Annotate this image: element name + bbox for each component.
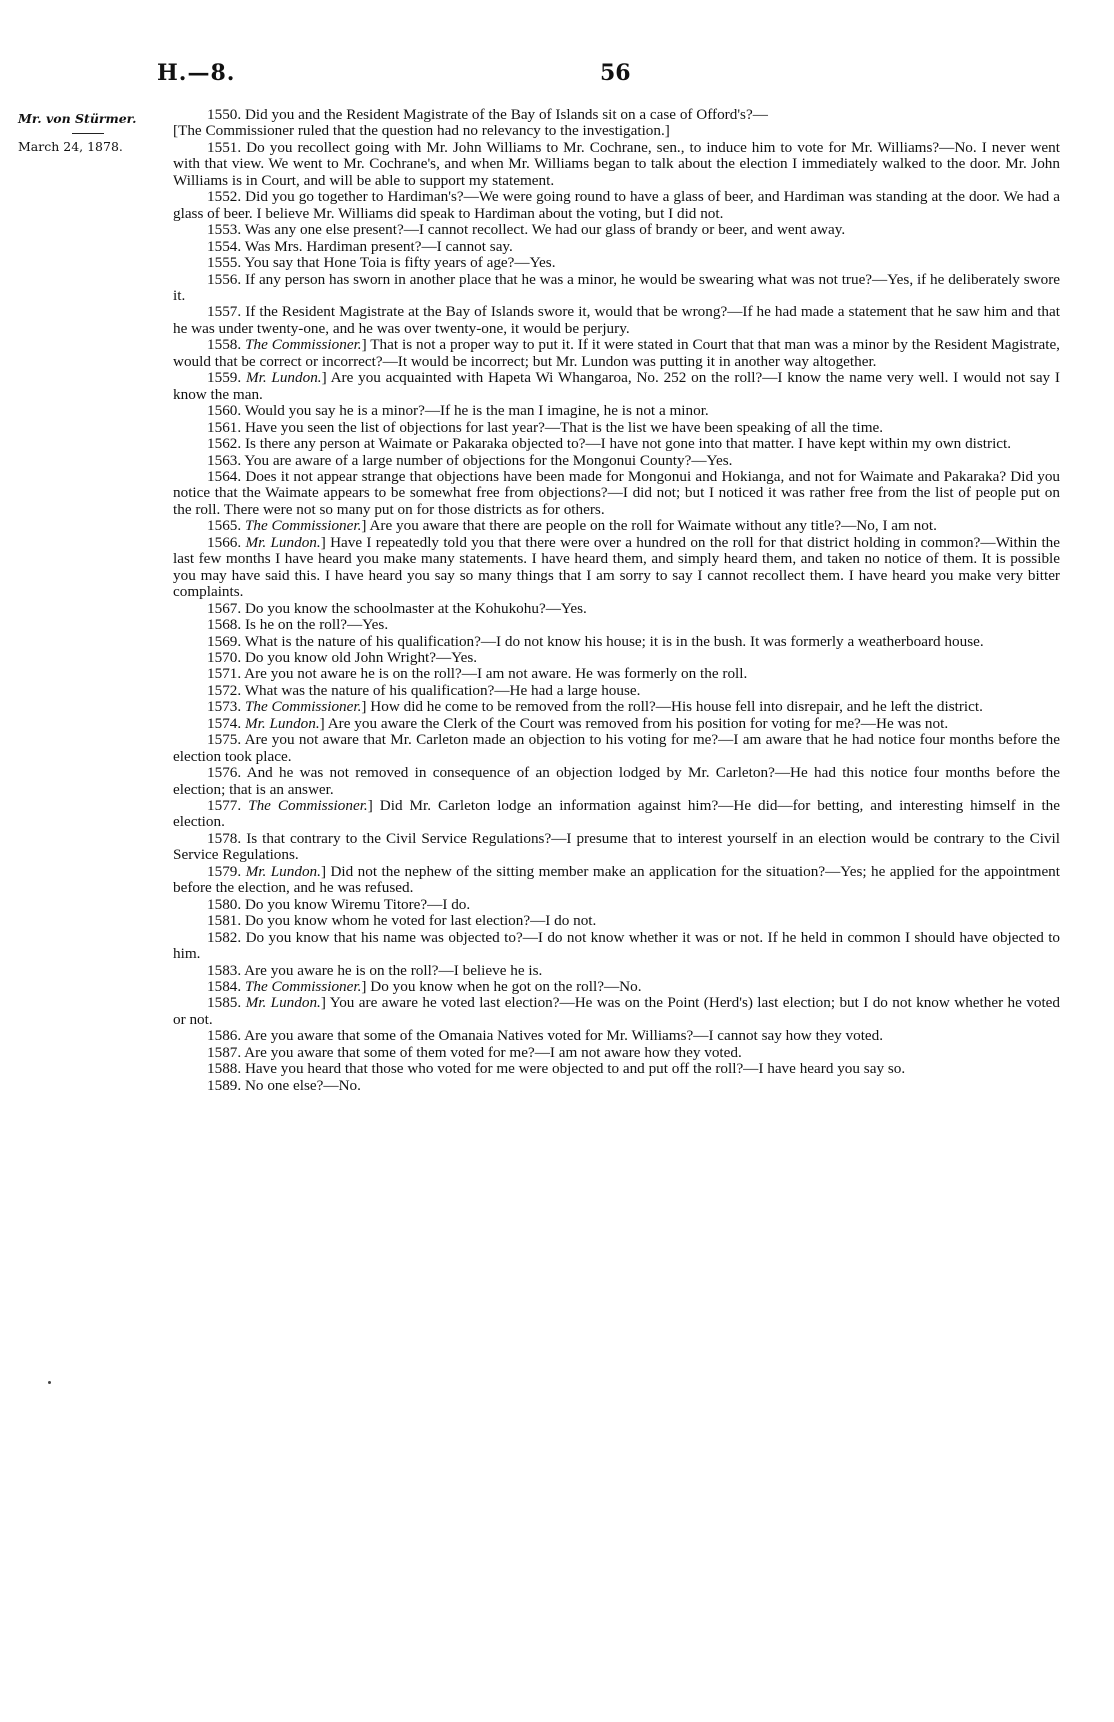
speaker-name: Mr. Lundon. xyxy=(245,533,321,551)
question-paragraph xyxy=(173,963,1060,979)
speaker-name: The Commissioner. xyxy=(245,336,362,354)
question-paragraph xyxy=(173,897,1060,913)
question-number: 1573. xyxy=(207,698,242,716)
question-paragraph xyxy=(173,634,1060,650)
question-paragraph xyxy=(173,831,1060,864)
paragraph-text: Was Mrs. Hardiman present?—I cannot say. xyxy=(244,237,513,255)
question-paragraph xyxy=(173,436,1060,452)
ruling-note xyxy=(173,123,1060,139)
paragraph-text: Have you seen the list of objections for last year?—That is the list we have been speaking of all the time. xyxy=(244,418,884,436)
question-paragraph xyxy=(173,732,1060,765)
paragraph-text: Are you not aware he is on the roll?—I am not aware. He was formerly on the roll. xyxy=(244,665,748,683)
question-paragraph: 1585. Mr. Lundon.] You are aware he voted last election?—He was on the Point (Herd's) last election; but I do not know whether he voted or not. xyxy=(173,994,1061,1028)
question-number: 1555. xyxy=(207,254,242,272)
speaker-name: Mr. Lundon. xyxy=(245,369,322,387)
question-paragraph: 1559. Mr. Lundon.] Are you acquainted with Hapeta Wi Whangaroa, No. 252 on the roll?—I know the name very well. I would not say I know the man. xyxy=(173,369,1060,403)
question-paragraph xyxy=(173,304,1060,337)
question-paragraph xyxy=(173,469,1060,518)
paragraph-text: Do you know when he got on the roll?—No. xyxy=(370,978,642,996)
question-paragraph: 1558. The Commissioner.] That is not a proper way to put it. If it were stated in Court that that man was a minor by the Resident Magistrate, would that be correct or incorrect?—It would be incorrect; but Mr. Lundon was putting it in another way altogether. xyxy=(173,336,1060,370)
question-number: 1575. xyxy=(207,731,242,749)
speaker-name: The Commissioner. xyxy=(248,797,368,815)
paragraph-text: Did not the nephew of the sitting member make an application for the situation?—Yes; he applied for the appointment before the election, and he was refused. xyxy=(173,862,1060,897)
question-paragraph xyxy=(173,420,1060,436)
paragraph-text: And he was not removed in consequence of an objection lodged by Mr. Carleton?—He had this notice four months before the election; that is an answer. xyxy=(173,764,1060,798)
question-paragraph xyxy=(173,666,1060,682)
question-number: 1568. xyxy=(207,616,242,634)
paragraph-text: No one else?—No. xyxy=(244,1076,361,1094)
question-number: 1589. xyxy=(207,1076,242,1094)
question-number: 1558. xyxy=(207,336,242,354)
paragraph-text: If any person has sworn in another place that he was a minor, he would be swearing what was not true?—Yes, if he deliberately swore it. xyxy=(173,270,1060,304)
question-number: 1582. xyxy=(207,928,242,946)
paragraph-text: That is not a proper way to put it. If it were stated in Court that that man was a minor by the Resident Magistrate, would that be correct or incorrect?—It would be incorrect; but Mr. Lundon was putting it in another way altogether. xyxy=(173,336,1060,370)
question-paragraph xyxy=(173,222,1060,238)
question-number: 1561. xyxy=(207,418,242,436)
page-series-code: H.—8. xyxy=(157,60,236,86)
paragraph-text: Did you go together to Hardiman's?—We were going round to have a glass of beer, and Hardiman was standing at the door. We had a glass of beer. I believe Mr. Williams did speak to Hardiman about the voting, but I did not. xyxy=(173,188,1060,222)
question-number: 1587. xyxy=(207,1043,242,1061)
witness-name: Mr. von Stürmer. xyxy=(18,111,137,126)
question-paragraph: 1565. The Commissioner.] Are you aware that there are people on the roll for Waimate without any title?—No, I am not. xyxy=(207,517,937,535)
speaker-name: The Commissioner. xyxy=(244,517,362,535)
question-number: 1556. xyxy=(207,270,242,288)
question-number: 1577. xyxy=(207,797,242,815)
question-number: 1562. xyxy=(207,435,242,453)
question-number: 1554. xyxy=(207,237,242,255)
paragraph-text: Do you recollect going with Mr. John Williams to Mr. Cochrane, sen., to induce him to vote for Mr. Williams?—No. I never went with that view. We went to Mr. Cochrane's, and when Mr. Williams began to talk about the election I immediately walked to the door. Mr. John Williams is in Court, and will be able to support my statement. xyxy=(173,138,1060,189)
speaker-name: The Commissioner. xyxy=(244,978,362,996)
paragraph-text: Was any one else present?—I cannot recollect. We had our glass of brandy or beer, and went away. xyxy=(244,221,846,239)
paragraph-text: You are aware of a large number of objections for the Mongonui County?—Yes. xyxy=(244,451,733,469)
question-number: 1570. xyxy=(207,648,242,666)
question-paragraph: 1577. The Commissioner.] Did Mr. Carleton lodge an information against him?—He did—for betting, and interesting himself in the election. xyxy=(173,797,1060,831)
paragraph-text: Have I repeatedly told you that there were over a hundred on the roll for that district holding in common?—Within the last few months I have heard you make many statements. I have heard them, and simply heard them, and taken no notice of them. It is possible you may have said this. I have heard you say so many things that I am sorry to say I cannot recollect them. I have heard you make very bitter complaints. xyxy=(173,533,1061,601)
paragraph-text: What was the nature of his qualification?—He had a large house. xyxy=(244,681,641,699)
question-number: 1559. xyxy=(207,369,242,387)
paragraph-text: Have you heard that those who voted for me were objected to and put off the roll?—I have heard you say so. xyxy=(244,1060,906,1078)
paragraph-text: Does it not appear strange that objections have been made for Mongonui and Hokianga, and not for Waimate and Pakaraka? Did you notice that the Waimate appears to be somewhat free from objections?—I did not; but I noticed it was rather free from the list of people put on the roll. There were not so many put on for those districts as for others. xyxy=(173,467,1061,518)
speaker-name: Mr. Lundon. xyxy=(245,862,321,880)
paragraph-text: Do you know whom he voted for last election?—I do not. xyxy=(244,912,597,930)
question-paragraph: 1584. The Commissioner.] Do you know when he got on the roll?—No. xyxy=(207,978,642,996)
paragraph-text: Do you know that his name was objected to?—I do not know whether it was or not. If he held in common I should have objected to him. xyxy=(173,928,1061,963)
margin-rule xyxy=(72,133,104,134)
paragraph-text: [The Commissioner ruled that the question had no relevancy to the investigation.] xyxy=(173,122,670,140)
question-number: 1553. xyxy=(207,221,242,239)
question-paragraph xyxy=(173,650,1060,666)
question-number: 1588. xyxy=(207,1060,242,1078)
question-paragraph xyxy=(173,255,1060,271)
paragraph-text: Did you and the Resident Magistrate of the Bay of Islands sit on a case of Offord's?— xyxy=(244,106,768,123)
question-paragraph xyxy=(173,140,1060,189)
question-paragraph xyxy=(173,1078,1060,1094)
paragraph-text: Are you aware that there are people on the roll for Waimate without any title?—No, I am not. xyxy=(369,517,937,535)
question-number: 1560. xyxy=(207,402,242,420)
question-number: 1579. xyxy=(207,862,242,880)
question-paragraph xyxy=(173,107,1060,123)
question-paragraph: 1574. Mr. Lundon.] Are you aware the Clerk of the Court was removed from his position for voting for me?—He was not. xyxy=(207,714,949,732)
question-number: 1574. xyxy=(207,714,242,732)
question-number: 1563. xyxy=(207,451,242,469)
question-paragraph xyxy=(173,1045,1060,1061)
speaker-name: Mr. Lundon. xyxy=(245,994,321,1012)
speaker-name: Mr. Lundon. xyxy=(244,714,320,732)
paragraph-text: Are you aware the Clerk of the Court was removed from his position for voting for me?—He was not. xyxy=(327,714,949,732)
testimony-body xyxy=(173,107,1060,1094)
question-paragraph: 1579. Mr. Lundon.] Did not the nephew of the sitting member make an application for the situation?—Yes; he applied for the appointment before the election, and he was refused. xyxy=(173,862,1060,897)
question-number: 1585. xyxy=(207,994,242,1012)
question-number: 1571. xyxy=(207,665,242,683)
question-number: 1569. xyxy=(207,632,242,650)
question-paragraph xyxy=(173,1061,1060,1077)
question-number: 1557. xyxy=(207,303,242,321)
question-number: 1552. xyxy=(207,188,242,206)
paragraph-text: Do you know Wiremu Titore?—I do. xyxy=(244,895,471,913)
question-paragraph xyxy=(173,239,1060,255)
paragraph-text: How did he come to be removed from the roll?—His house fell into disrepair, and he left the district. xyxy=(370,698,983,716)
question-paragraph: 1566. Mr. Lundon.] Have I repeatedly told you that there were over a hundred on the roll for that district holding in common?—Within the last few months I have heard you make many statements. I have heard them, and simply heard them, and taken no notice of them. It is possible you may have said this. I have heard you say so many things that I am sorry to say I cannot recollect them. I have heard you make very bitter complaints. xyxy=(173,533,1061,601)
paragraph-text: Is he on the roll?—Yes. xyxy=(244,616,389,634)
question-number: 1567. xyxy=(207,599,242,617)
question-paragraph xyxy=(173,272,1060,305)
question-paragraph xyxy=(173,189,1060,222)
question-number: 1576. xyxy=(207,764,242,782)
paragraph-text: Is there any person at Waimate or Pakaraka objected to?—I have not gone into that matter. I have kept within my own district. xyxy=(244,435,1012,453)
question-paragraph xyxy=(173,930,1060,963)
paragraph-text: Is that contrary to the Civil Service Regulations?—I presume that to interest yourself in an election would be contrary to the Civil Service Regulations. xyxy=(173,829,1060,864)
question-paragraph xyxy=(173,913,1060,929)
paragraph-text: Are you not aware that Mr. Carleton made an objection to his voting for me?—I am aware that he had notice four months before the election took place. xyxy=(173,731,1060,765)
question-number: 1572. xyxy=(207,681,242,699)
paragraph-text: Did Mr. Carleton lodge an information against him?—He did—for betting, and interesting himself in the election. xyxy=(173,797,1060,831)
question-number: 1583. xyxy=(207,961,242,979)
paragraph-text: If the Resident Magistrate at the Bay of Islands swore it, would that be wrong?—If he had made a statement that he saw him and that he was under twenty-one, and he was over twenty-one, it would be perjury. xyxy=(173,303,1060,337)
paragraph-text: You are aware he voted last election?—He was on the Point (Herd's) last election; but I do not know whether he voted or not. xyxy=(173,994,1061,1028)
question-paragraph xyxy=(173,1028,1060,1044)
question-paragraph xyxy=(173,683,1060,699)
question-number: 1551. xyxy=(207,138,242,156)
question-paragraph: 1573. The Commissioner.] How did he come to be removed from the roll?—His house fell into disrepair, and he left the district. xyxy=(207,698,983,716)
paragraph-text: Are you aware that some of them voted for me?—I am not aware how they voted. xyxy=(244,1043,742,1061)
paragraph-text: You say that Hone Toia is fifty years of age?—Yes. xyxy=(244,254,556,272)
question-number: 1566. xyxy=(207,533,242,551)
question-paragraph xyxy=(173,617,1060,633)
question-number: 1586. xyxy=(207,1027,242,1045)
question-paragraph xyxy=(173,601,1060,617)
margin-note xyxy=(18,110,168,155)
paragraph-text: Are you aware he is on the roll?—I believe he is. xyxy=(244,961,543,979)
question-paragraph xyxy=(173,453,1060,469)
paragraph-text: Are you acquainted with Hapeta Wi Whangaroa, No. 252 on the roll?—I know the name very well. I would not say I know the man. xyxy=(173,369,1060,403)
stray-mark xyxy=(48,1381,51,1384)
question-number: 1550. xyxy=(207,106,242,123)
question-paragraph xyxy=(173,403,1060,419)
paragraph-text: What is the nature of his qualification?—I do not know his house; it is in the bush. It was formerly a weatherboard house. xyxy=(244,632,984,650)
question-number: 1565. xyxy=(207,517,242,535)
paragraph-text: Do you know old John Wright?—Yes. xyxy=(244,648,478,666)
question-number: 1581. xyxy=(207,912,242,930)
question-number: 1580. xyxy=(207,895,242,913)
hearing-date: March 24, 1878. xyxy=(18,139,123,154)
question-number: 1584. xyxy=(207,978,242,996)
question-number: 1578. xyxy=(207,829,242,847)
question-paragraph xyxy=(173,765,1060,798)
question-number: 1564. xyxy=(207,467,242,485)
paragraph-text: Are you aware that some of the Omanaia Natives voted for Mr. Williams?—I cannot say how they voted. xyxy=(244,1027,884,1045)
paragraph-text: Would you say he is a minor?—If he is the man I imagine, he is not a minor. xyxy=(244,402,709,420)
page-number: 56 xyxy=(600,60,631,86)
paragraph-text: Do you know the schoolmaster at the Kohukohu?—Yes. xyxy=(244,599,587,617)
speaker-name: The Commissioner. xyxy=(244,698,362,716)
